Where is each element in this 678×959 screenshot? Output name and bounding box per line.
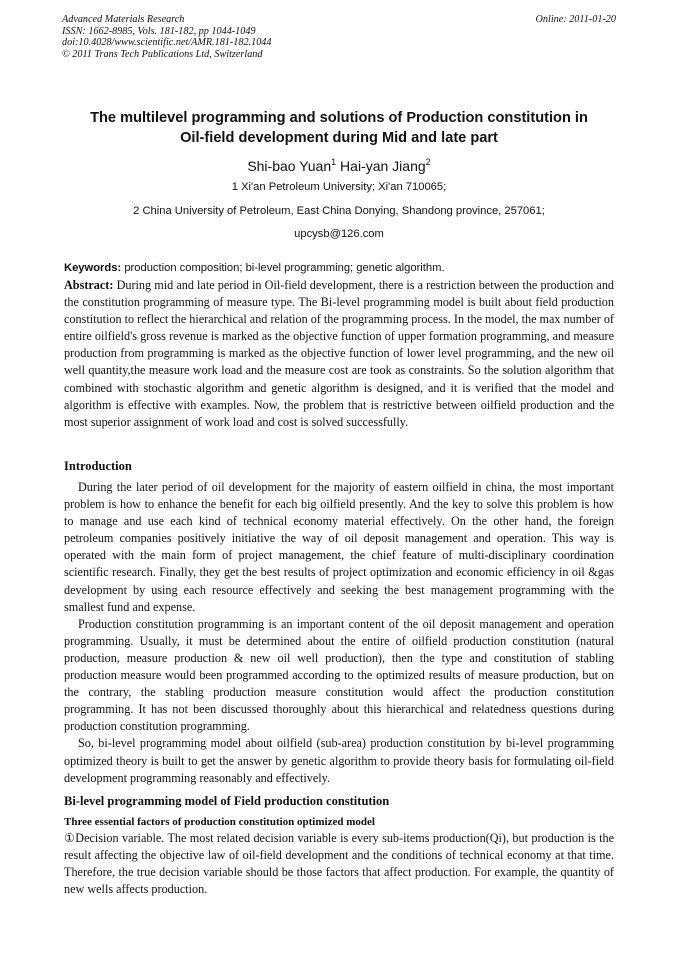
keywords-label: Keywords: — [64, 262, 122, 274]
issn-line: ISSN: 1662-8985, Vols. 181-182, pp 1044-1049 — [62, 25, 256, 37]
affiliation-1: 1 Xi'an Petroleum University; Xi'an 710065; — [231, 181, 447, 193]
copyright-line: © 2011 Trans Tech Publications Ltd, Switzerland — [62, 48, 263, 60]
decision-variable-paragraph: ①Decision variable. The most related decision variable is every sub-items production(Qi), but production is the result affecting the objective law of oil-field development and the conditions of technical economy at that time. Therefore, the true decision variable should be those factors that affect production. For example, the quantity of new wells affects production. — [64, 831, 614, 897]
intro-paragraph-1: During the later period of oil development for the majority of eastern oilfield in china, the most important problem is how to enhance the benefit for each big oilfield presently. And the key to solve this problem is how to manage and use each kind of technical economy material effectively. On the other hand, the foreign petroleum companies positively initiative the way of oil deposit management and operation. This way is operated with the main form of project management, the chief feature of multi-disciplinary coordination scientific research. Finally, they get the best results of project optimization and economic efficiency in oil &gas development by using each resource effectively and seeking the best management programming with the smallest fund and expense. — [64, 480, 614, 614]
introduction-heading: Introduction — [64, 459, 132, 473]
intro-paragraph-2: Production constitution programming is an important content of the oil deposit management and operation programming. Usually, it must be determined about the entire of oilfield production constitution (natural production, measure production & new oil well production), then the type and constitution of stabling production measure would been programmed according to the optimized results of measure production, but on the contrary, the stabling production measure constitution would affect the production constitution programming. It has not been discussed thoroughly about this hierarchical and relatedness questions during production constitution programming. — [64, 616, 614, 734]
title-line-1: The multilevel programming and solutions of Production constitution in — [90, 110, 588, 126]
contact-email: upcysb@126.com — [294, 228, 384, 240]
section-body — [64, 830, 614, 898]
author-list — [0, 157, 678, 175]
author-1: Shi-bao Yuan — [247, 158, 332, 174]
author-1-affiliation-mark: 1 — [331, 157, 337, 167]
intro-paragraph-3: So, bi-level programming model about oilfield (sub-area) production constitution by bi-level programming optimized theory is built to get the answer by genetic algorithm to provide theory basis for formulating oil-field development programming reasonably and effectively. — [64, 736, 614, 785]
keywords — [64, 261, 445, 275]
subsection-heading: Three essential factors of production constitution optimized model — [64, 816, 375, 828]
online-date: Online: 2011-01-20 — [535, 14, 616, 25]
abstract-label: Abstract: — [64, 278, 114, 292]
keywords-text: production composition; bi-level programming; genetic algorithm. — [124, 262, 445, 274]
introduction-body — [64, 479, 614, 787]
title-line-2: Oil-field development during Mid and late part — [180, 130, 498, 146]
paper-title — [40, 108, 638, 148]
journal-header — [62, 14, 271, 60]
journal-name: Advanced Materials Research — [62, 14, 185, 25]
abstract-text: During mid and late period in Oil-field development, there is a restriction between the production and the constitution programming of measure type. The Bi-level programming model is built about field production constitution to reflect the hierarchical and relation of the programming process. In the model, the max number of entire oilfield's gross revenue is marked as the objective function of upper formation programming, and measure production from programming is marked as the objective function of lower level programming, and the new oil well quantity,the measure work load and the measure cost are took as constraints. So the solution algorithm that combined with stochastic algorithm and genetic algorithm is designed, and it is verified that the model and algorithm is effective with examples. Now, the problem that is restrictive between oilfield production and the most superior assignment of work load and cost is solved successfully. — [64, 278, 615, 429]
doi-line: doi:10.4028/www.scientific.net/AMR.181-182.1044 — [62, 37, 272, 48]
author-2-affiliation-mark: 2 — [425, 157, 431, 167]
author-2: Hai-yan Jiang — [340, 158, 426, 174]
section-heading: Bi-level programming model of Field production constitution — [64, 794, 390, 808]
abstract — [64, 277, 614, 431]
affiliation-2: 2 China University of Petroleum, East China Donying, Shandong province, 257061; — [133, 205, 545, 217]
